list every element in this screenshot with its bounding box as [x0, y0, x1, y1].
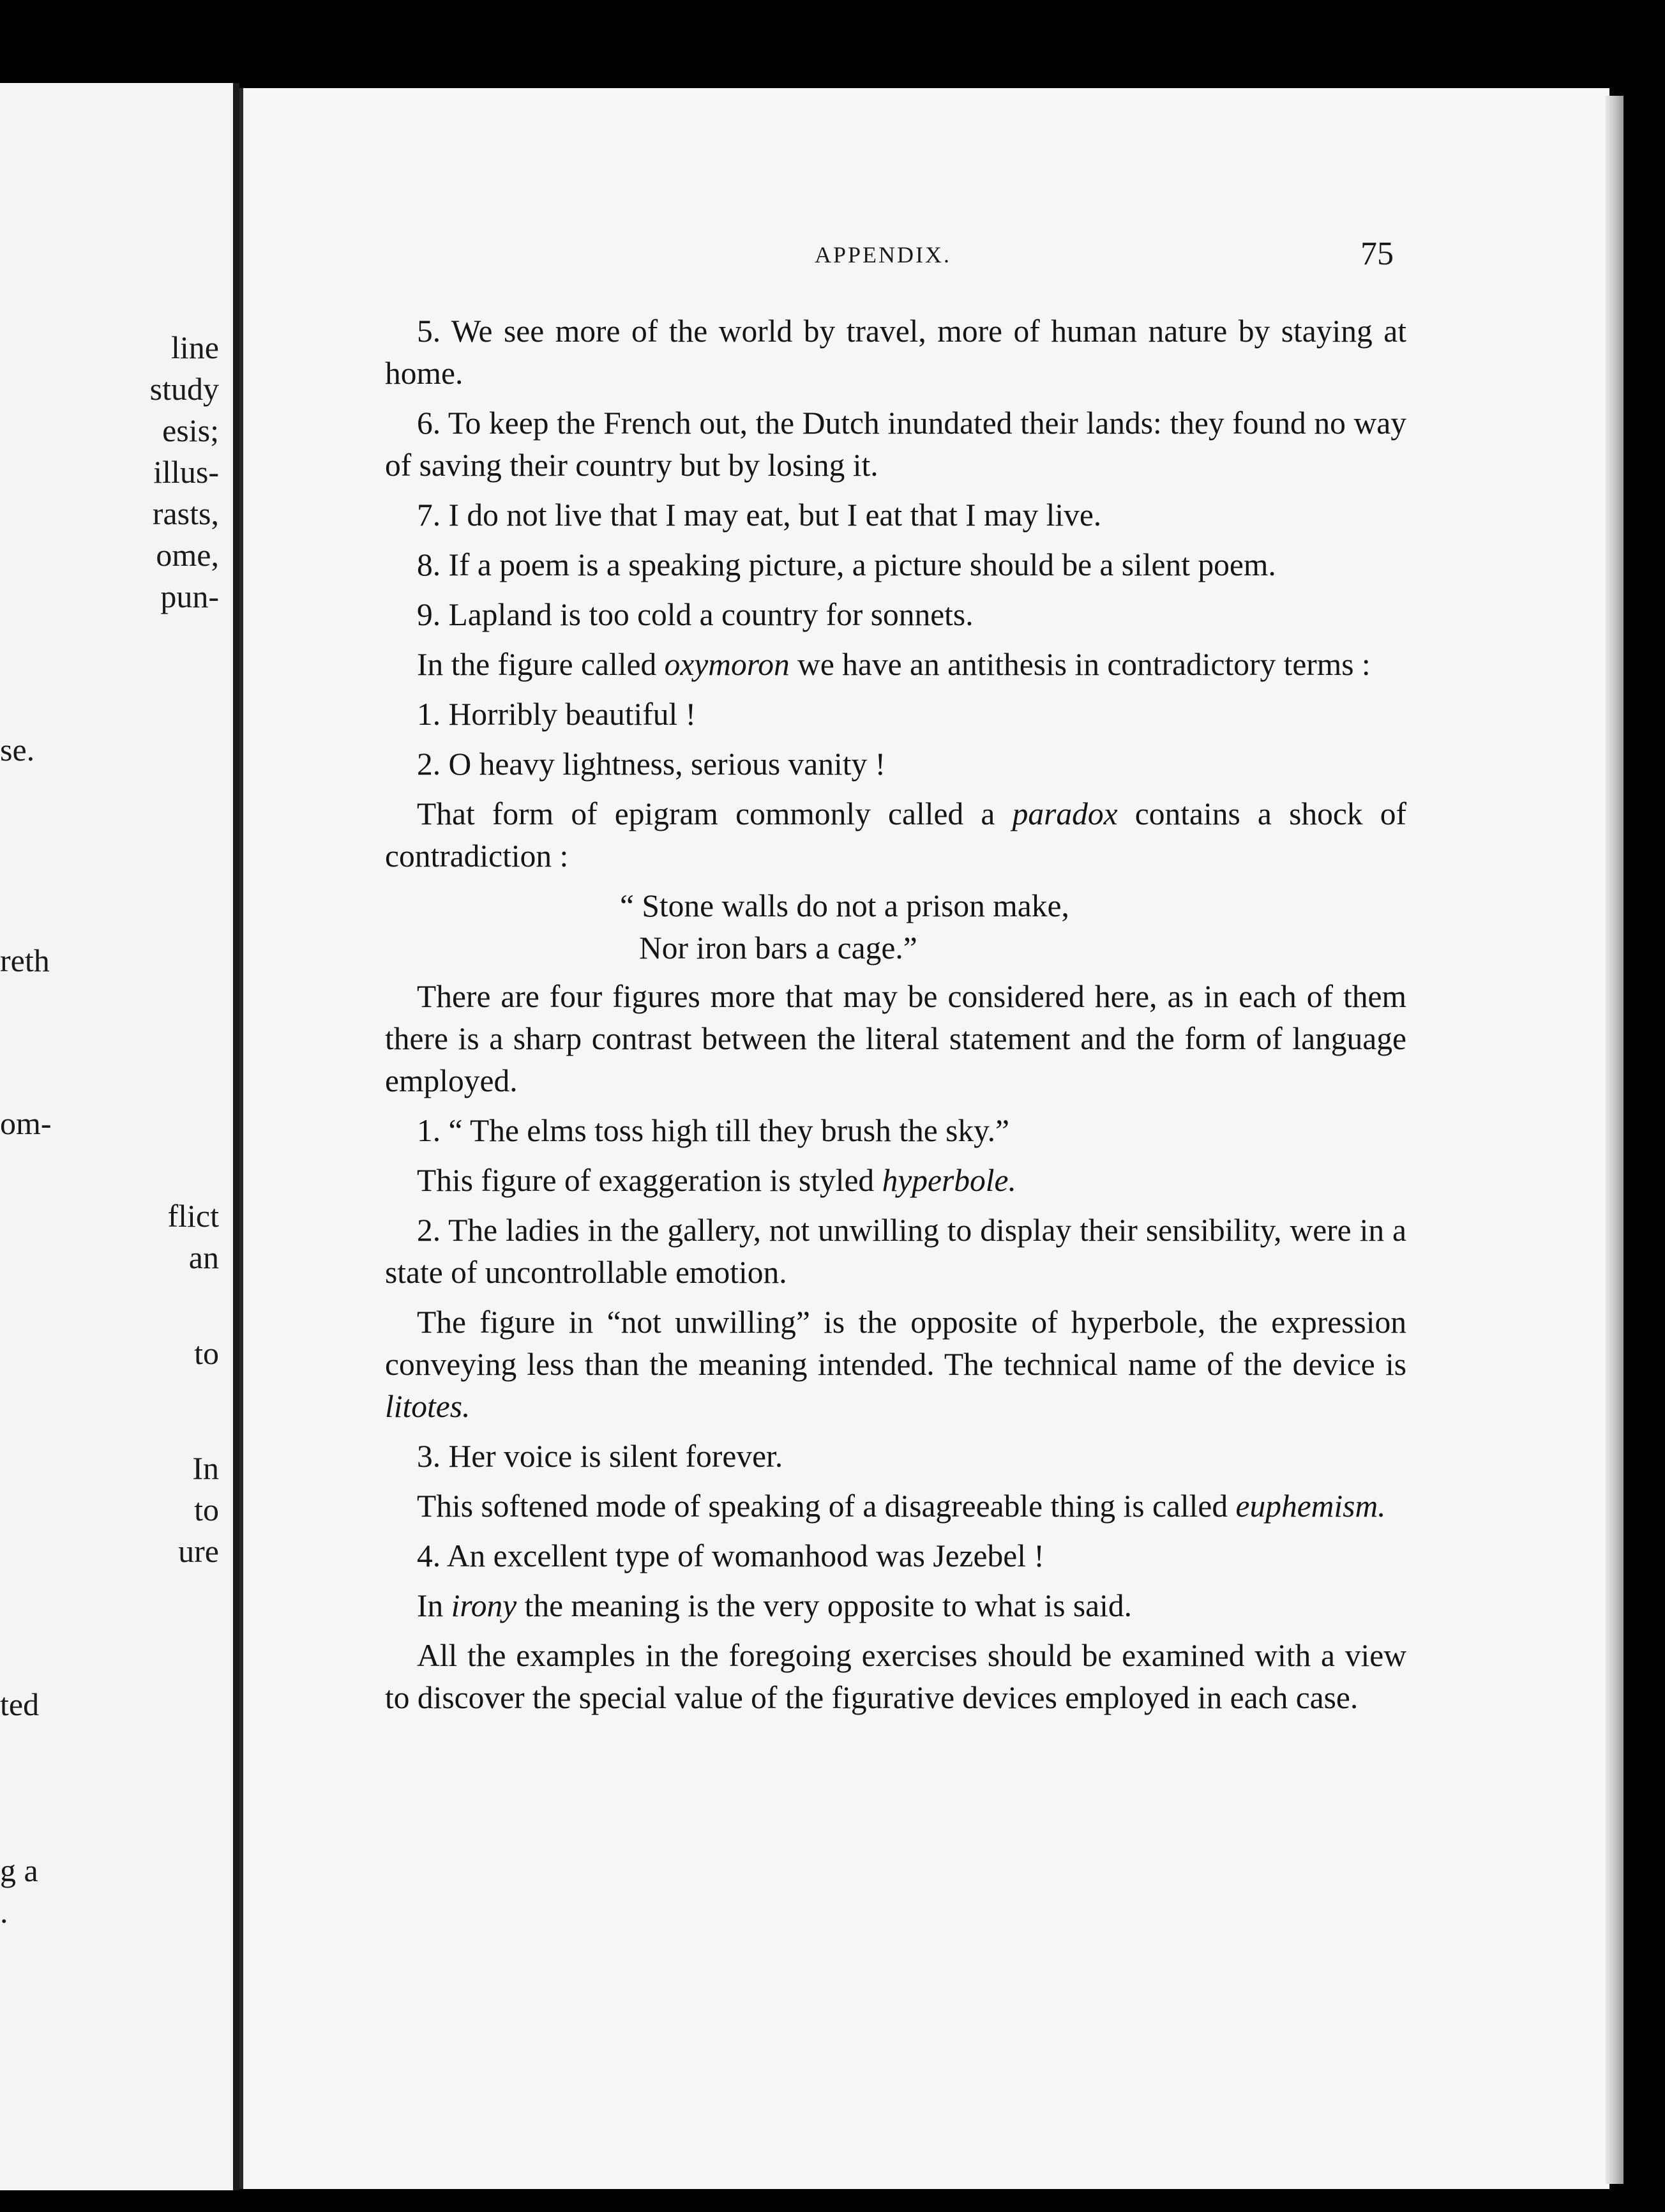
left-fragment: om- — [0, 1105, 52, 1141]
paragraph: 9. Lapland is too cold a country for sonnets. — [417, 597, 974, 632]
paragraph: 1. Horribly beautiful ! — [417, 697, 697, 732]
paragraph: 2. O heavy lightness, serious vanity ! — [417, 746, 886, 782]
left-fragment: reth — [0, 943, 50, 978]
italic-term: paradox — [1012, 796, 1118, 831]
left-fragment: flict — [167, 1198, 219, 1234]
text-run: contains a shock of contradiction : — [385, 796, 1406, 874]
left-fragment: line — [171, 330, 219, 365]
left-fragment: se. — [0, 732, 35, 768]
paragraph — [385, 793, 1406, 877]
paragraph: 6. To keep the French out, the Dutch inundated their lands: they found no way of saving their country but by losing it. — [385, 405, 1406, 483]
paragraph: 8. If a poem is a speaking picture, a picture should be a silent poem. — [417, 547, 1276, 582]
page-edge — [1606, 96, 1624, 2184]
main-page — [239, 88, 1609, 2189]
left-fragment: In — [192, 1450, 219, 1486]
paragraph — [385, 1160, 1406, 1202]
left-fragment: pun- — [160, 579, 219, 614]
text-run: The figure in “not unwilling” is the opposite of hyperbole, the expression conveying less than the meaning intended. The technical name of the device is — [385, 1305, 1406, 1382]
left-fragment: illus- — [153, 454, 219, 490]
paragraph: 4. An excellent type of womanhood was Jezebel ! — [417, 1538, 1044, 1573]
text-run: In — [417, 1588, 451, 1623]
text-run: the meaning is the very opposite to what is said. — [516, 1588, 1132, 1623]
italic-term: irony — [451, 1588, 517, 1623]
text-run: This figure of exaggeration is styled — [417, 1163, 882, 1198]
running-head: APPENDIX. — [815, 242, 952, 268]
left-fragment: rasts, — [152, 496, 219, 531]
page-number: 75 — [1360, 236, 1394, 272]
paragraph: All the examples in the foregoing exercises should be examined with a view to discover the special value of the figurative devices employed in each case. — [385, 1638, 1406, 1715]
paragraph — [385, 644, 1406, 686]
italic-term: euphemism. — [1235, 1489, 1386, 1524]
paragraph: 3. Her voice is silent forever. — [417, 1439, 783, 1474]
left-fragment: ome, — [156, 537, 219, 573]
left-page — [0, 83, 239, 2190]
left-fragment: an — [188, 1239, 219, 1275]
paragraph: 7. I do not live that I may eat, but I eat that I may live. — [417, 497, 1102, 533]
text-run: we have an antithesis in contradictory terms : — [789, 647, 1371, 682]
left-fragment: to — [194, 1492, 219, 1527]
paragraph: There are four figures more that may be considered here, as in each of them there is a sharp contrast between the literal statement and the form of language employed. — [385, 979, 1406, 1098]
text-run: This softened mode of speaking of a disagreeable thing is called — [417, 1489, 1236, 1524]
left-fragment: ure — [178, 1533, 219, 1569]
italic-term: litotes. — [385, 1389, 471, 1424]
paragraph — [385, 1485, 1406, 1527]
paragraph: 2. The ladies in the gallery, not unwilling to display their sensibility, were in a state of uncontrollable emotion. — [385, 1213, 1406, 1290]
italic-term: hyperbole. — [882, 1163, 1016, 1198]
italic-term: oxymoron — [664, 647, 790, 682]
paragraph — [385, 1585, 1406, 1627]
paragraph — [385, 1301, 1406, 1428]
text-run: That form of epigram commonly called a — [417, 796, 1013, 831]
left-fragment: study — [149, 371, 219, 407]
left-fragment: ted — [0, 1686, 40, 1722]
text-run: In the figure called — [417, 647, 665, 682]
body-text — [385, 310, 1406, 1727]
paragraph: 1. “ The elms toss high till they brush the sky.” — [417, 1113, 1010, 1148]
verse-line: “ Stone walls do not a prison make, — [620, 888, 1069, 923]
paragraph: 5. We see more of the world by travel, more of human nature by staying at home. — [385, 314, 1406, 391]
left-fragment: . — [0, 1894, 8, 1930]
left-fragment: g a — [0, 1852, 38, 1888]
left-page-text — [0, 83, 233, 2190]
verse-line: Nor iron bars a cage.” — [639, 930, 917, 966]
verse-quote — [385, 885, 1406, 969]
left-fragment: esis; — [162, 413, 219, 448]
left-fragment: to — [194, 1335, 219, 1371]
